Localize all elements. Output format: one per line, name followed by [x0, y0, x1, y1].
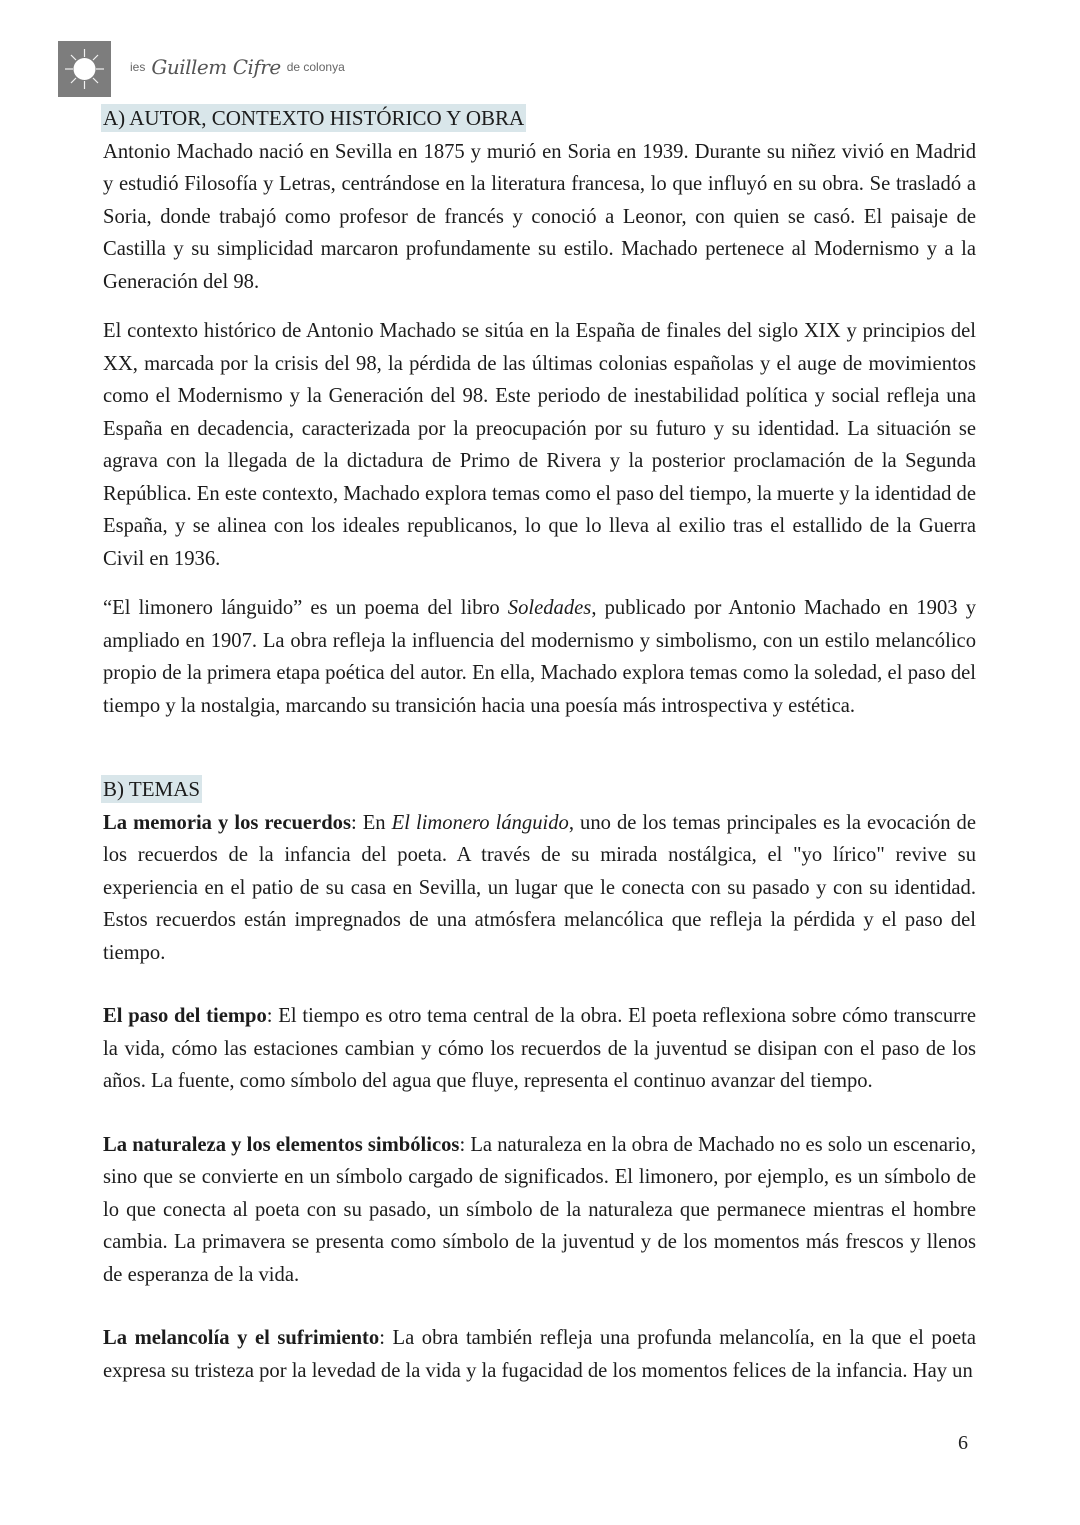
theme-nature-title: La naturaleza y los elementos simbólicos	[103, 1133, 460, 1156]
section-a-paragraph-2: El contexto histórico de Antonio Machado se sitúa en la España de finales del siglo XIX y principios del XX, marcada por la crisis del 98, la pérdida de las últimas colonias españolas y el auge de movimientos como el Modernismo y la Generación del 98. Este periodo de inestabilidad política y social refleja una España en decadencia, caracterizada por la preocupación por su futuro y su identidad. La situación se agrava con la llegada de la dictadura de Primo de Rivera y la posterior proclamación de la Segunda República. En este contexto, Machado explora temas como el paso del tiempo, la muerte y la identidad de España, y se alinea con los ideales republicanos, lo que lo lleva al exilio tras el estallido de la Guerra Civil en 1936.	[103, 320, 976, 570]
sun-logo-icon	[58, 41, 111, 97]
p3-text-a: “El limonero lánguido” es un poema del libro	[103, 597, 508, 619]
theme-memory	[103, 807, 976, 970]
theme-memory-title: La memoria y los recuerdos	[103, 811, 351, 834]
theme-time	[103, 1000, 976, 1098]
section-a-paragraph-3	[103, 592, 976, 722]
header-script-name-1: Guillem	[151, 55, 227, 79]
theme-memory-poem-title: El limonero lánguido	[391, 811, 569, 834]
theme-nature-text: : La naturaleza en la obra de Machado no es solo un escenario, sino que se convierte en un símbolo cargado de significados. El limonero, por ejemplo, es un símbolo de lo que conecta al poeta con su pasado, un símbolo de la naturaleza que permanece mientras el hombre cambia. La primavera se presenta como símbolo de la juventud y de los momentos más frescos y llenos de esperanza de la vida.	[103, 1133, 977, 1286]
theme-time-title: El paso del tiempo	[103, 1005, 267, 1027]
section-b-heading: B) TEMAS	[103, 777, 201, 801]
p3-text-b: , publicado por Antonio Machado en 1903 y ampliado en 1907. La obra refleja la influencia del modernismo y simbolismo, con un estilo melancólico propio de la primera etapa poética del autor. En ella, Machado explora temas como la soledad, el paso del tiempo y la nostalgia, marcando su transición hacia una poesía más introspectiva y estética.	[103, 597, 976, 717]
school-header	[130, 50, 345, 84]
p3-book-title: Soledades	[507, 597, 592, 619]
section-a-heading: A) AUTOR, CONTEXTO HISTÓRICO Y OBRA	[103, 106, 525, 130]
header-prefix: ies	[130, 60, 146, 74]
school-logo	[58, 41, 111, 97]
theme-melancholy-text: : La obra también refleja una profunda melancolía, en la que el poeta expresa su tristeza por la levedad de la vida y la fugacidad de los momentos felices de la infancia. Hay un	[103, 1327, 976, 1382]
theme-nature	[103, 1129, 976, 1292]
theme-memory-text-a: : En	[350, 811, 392, 834]
theme-memory-text-b: , uno de los temas principales es la evocación de los recuerdos de la infancia del poeta. A través de su mirada nostálgica, el "yo lírico" revive su experiencia en el patio de su casa en Sevilla, un lugar que le conecta con su pasado y con su identidad. Estos recuerdos están impregnados de una atmósfera melancólica que refleja la pérdida y el paso del tiempo.	[103, 811, 976, 964]
page-number: 6	[958, 1432, 968, 1454]
document-body	[103, 103, 976, 1387]
theme-time-text: : El tiempo es otro tema central de la obra. El poeta reflexiona sobre cómo transcurre la vida, cómo las estaciones cambian y cómo los recuerdos de la juventud se disipan con el paso de los años. La fuente, como símbolo del agua que fluye, representa el continuo avanzar del tiempo.	[103, 1005, 977, 1092]
theme-melancholy	[103, 1322, 976, 1387]
header-suffix: de colonya	[286, 60, 345, 74]
section-a-paragraph-1: Antonio Machado nació en Sevilla en 1875 y murió en Soria en 1939. Durante su niñez vivió en Madrid y estudió Filosofía y Letras, centrándose en la literatura francesa, lo que influyó en su obra. Se trasladó a Soria, donde trabajó como profesor de francés y conoció a Leonor, con quien se casó. El paisaje de Castilla y su simplicidad marcaron profundamente su estilo. Machado pertenece al Modernismo y a la Generación del 98.	[103, 140, 976, 293]
theme-melancholy-title: La melancolía y el sufrimiento	[103, 1327, 380, 1349]
header-script-name-2: Cifre	[232, 55, 281, 79]
